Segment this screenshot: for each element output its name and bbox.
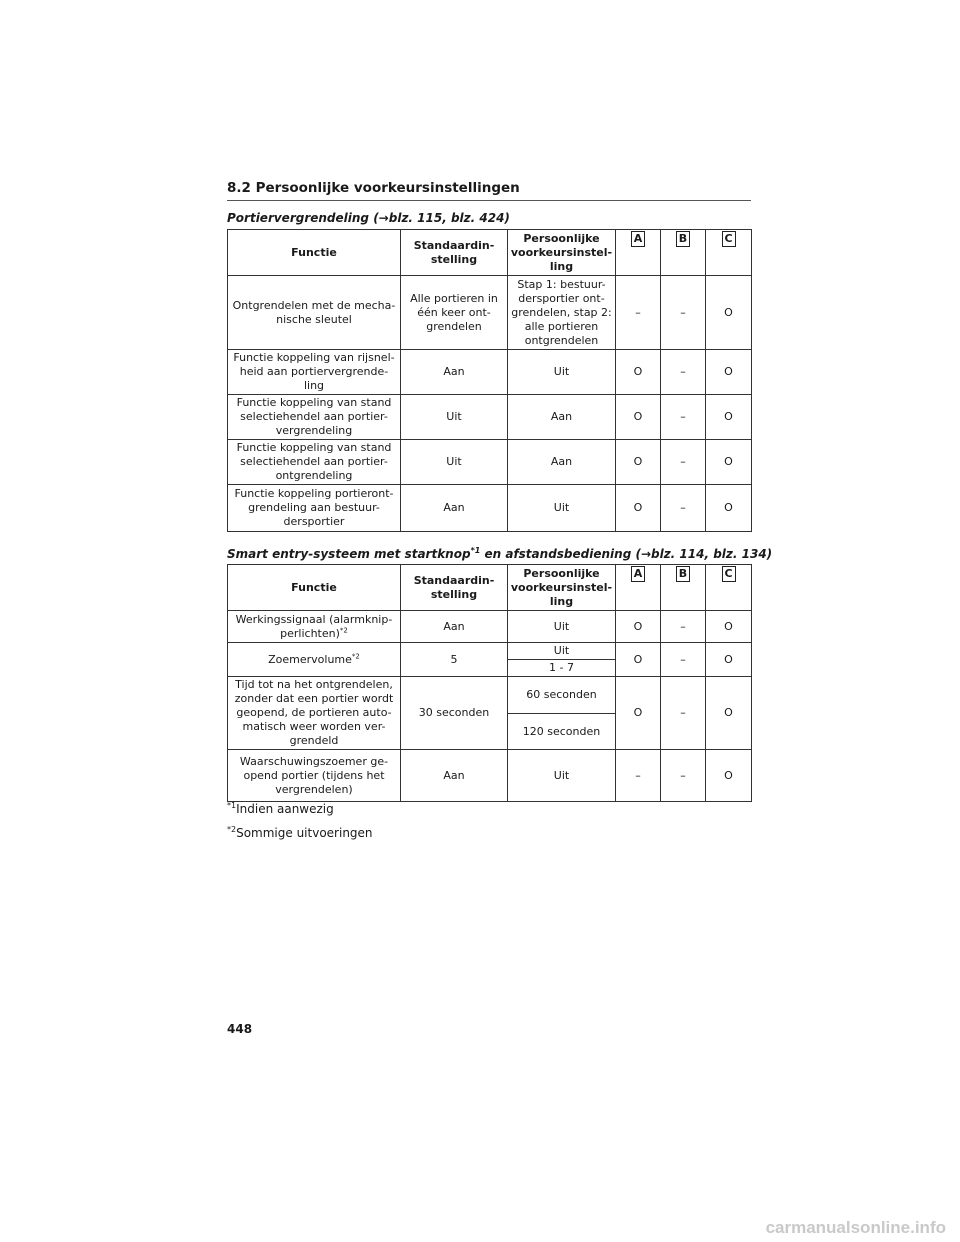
- table-header-row: [228, 230, 752, 276]
- cell-functie: Tijd tot na het ontgrendelen, zonder dat een portier wordt geopend, de portieren auto-matisch weer worden ver-grendeld: [228, 677, 401, 750]
- cell-standaard: Aan: [401, 350, 508, 395]
- table-row: [228, 395, 752, 440]
- cell-a: O: [616, 440, 661, 485]
- cell-c: O: [706, 643, 752, 677]
- header-a: [616, 565, 661, 611]
- cell-b: –: [661, 750, 706, 802]
- cell-a: O: [616, 677, 661, 750]
- cell-c: O: [706, 440, 752, 485]
- cell-b: –: [661, 350, 706, 395]
- table-row: [228, 611, 752, 643]
- cell-persoonlijk: Stap 1: bestuur-dersportier ont-grendelen, stap 2: alle portieren ontgrendelen: [508, 276, 616, 350]
- header-b: [661, 565, 706, 611]
- table2-title-main: Smart entry-systeem met startknop: [227, 547, 471, 561]
- watermark: carmanualsonline.info: [765, 1218, 946, 1237]
- cell-c: O: [706, 750, 752, 802]
- footnote-text: Indien aanwezig: [236, 802, 334, 816]
- cell-b: –: [661, 611, 706, 643]
- header-b: [661, 230, 706, 276]
- table2-title-footnote-mark: *1: [470, 546, 481, 555]
- key-a-icon: A: [631, 566, 645, 582]
- cell-standaard: Uit: [401, 395, 508, 440]
- cell-c: O: [706, 611, 752, 643]
- door-lock-table: [227, 229, 752, 532]
- footnote: [227, 802, 334, 816]
- table2-title-rest: en afstandsbediening (→blz. 114, blz. 134): [480, 547, 773, 561]
- cell-c: O: [706, 395, 752, 440]
- footnote-mark: *2: [339, 625, 348, 634]
- header-standaard: Standaardin-stelling: [401, 565, 508, 611]
- table1-title: Portiervergrendeling (→blz. 115, blz. 424): [227, 211, 510, 225]
- table-row: [228, 750, 752, 802]
- header-c: [706, 565, 752, 611]
- smart-entry-table: [227, 564, 752, 802]
- key-b-icon: B: [676, 566, 690, 582]
- cell-functie: [228, 611, 401, 643]
- cell-a: O: [616, 643, 661, 677]
- page-number: 448: [227, 1022, 253, 1036]
- cell-a: –: [616, 276, 661, 350]
- cell-functie: Ontgrendelen met de mecha-nische sleutel: [228, 276, 401, 350]
- cell-b: –: [661, 440, 706, 485]
- header-functie: Functie: [228, 230, 401, 276]
- cell-standaard: Aan: [401, 485, 508, 532]
- cell-standaard: 5: [401, 643, 508, 677]
- cell-standaard: Aan: [401, 611, 508, 643]
- cell-a: O: [616, 350, 661, 395]
- cell-functie: Functie koppeling van stand selectiehendel aan portier-vergrendeling: [228, 395, 401, 440]
- cell-standaard: Uit: [401, 440, 508, 485]
- header-standaard: Standaardin-stelling: [401, 230, 508, 276]
- table-row: [228, 350, 752, 395]
- table-row: [228, 276, 752, 350]
- key-a-icon: A: [631, 231, 645, 247]
- cell-persoonlijk: 1 - 7: [508, 660, 616, 677]
- cell-functie: Waarschuwingszoemer ge-opend portier (tijdens het vergrendelen): [228, 750, 401, 802]
- header-c: [706, 230, 752, 276]
- cell-b: –: [661, 395, 706, 440]
- cell-b: –: [661, 276, 706, 350]
- footnote-text: Sommige uitvoeringen: [236, 826, 373, 840]
- cell-persoonlijk: Aan: [508, 395, 616, 440]
- footnote-mark: *1: [227, 801, 237, 810]
- cell-persoonlijk: 120 seconden: [508, 714, 616, 750]
- functie-text: Werkingssignaal (alarmknip-perlichten): [235, 612, 393, 640]
- functie-text: Zoemervolume: [268, 652, 352, 666]
- cell-persoonlijk: Uit: [508, 750, 616, 802]
- cell-standaard: Aan: [401, 750, 508, 802]
- section-title: 8.2 Persoonlijke voorkeursinstellingen: [227, 180, 751, 201]
- cell-functie: Functie koppeling portieront-grendeling aan bestuur-dersportier: [228, 485, 401, 532]
- footnote: [227, 826, 373, 840]
- cell-c: O: [706, 677, 752, 750]
- header-a: [616, 230, 661, 276]
- table-row: [228, 440, 752, 485]
- table-row: [228, 677, 752, 714]
- cell-functie: [228, 643, 401, 677]
- table2-title: [227, 546, 772, 561]
- cell-standaard: 30 seconden: [401, 677, 508, 750]
- cell-c: O: [706, 350, 752, 395]
- cell-persoonlijk: Aan: [508, 440, 616, 485]
- header-persoonlijk: Persoonlijke voorkeursinstel-ling: [508, 565, 616, 611]
- key-c-icon: C: [722, 231, 736, 247]
- cell-c: O: [706, 276, 752, 350]
- cell-persoonlijk: Uit: [508, 485, 616, 532]
- cell-b: –: [661, 677, 706, 750]
- cell-persoonlijk: Uit: [508, 350, 616, 395]
- cell-a: O: [616, 395, 661, 440]
- cell-persoonlijk: 60 seconden: [508, 677, 616, 714]
- cell-b: –: [661, 643, 706, 677]
- cell-c: O: [706, 485, 752, 532]
- table-header-row: [228, 565, 752, 611]
- footnote-mark: *2: [351, 651, 360, 660]
- cell-functie: Functie koppeling van stand selectiehendel aan portier-ontgrendeling: [228, 440, 401, 485]
- cell-functie: Functie koppeling van rijsnel-heid aan portiervergrende-ling: [228, 350, 401, 395]
- cell-a: O: [616, 485, 661, 532]
- cell-persoonlijk: Uit: [508, 611, 616, 643]
- key-b-icon: B: [676, 231, 690, 247]
- key-c-icon: C: [722, 566, 736, 582]
- header-functie: Functie: [228, 565, 401, 611]
- table-row: [228, 485, 752, 532]
- cell-a: –: [616, 750, 661, 802]
- header-persoonlijk: Persoonlijke voorkeursinstel-ling: [508, 230, 616, 276]
- cell-standaard: Alle portieren in één keer ont-grendelen: [401, 276, 508, 350]
- cell-a: O: [616, 611, 661, 643]
- table-row: [228, 643, 752, 660]
- cell-persoonlijk: Uit: [508, 643, 616, 660]
- cell-b: –: [661, 485, 706, 532]
- footnote-mark: *2: [227, 825, 237, 834]
